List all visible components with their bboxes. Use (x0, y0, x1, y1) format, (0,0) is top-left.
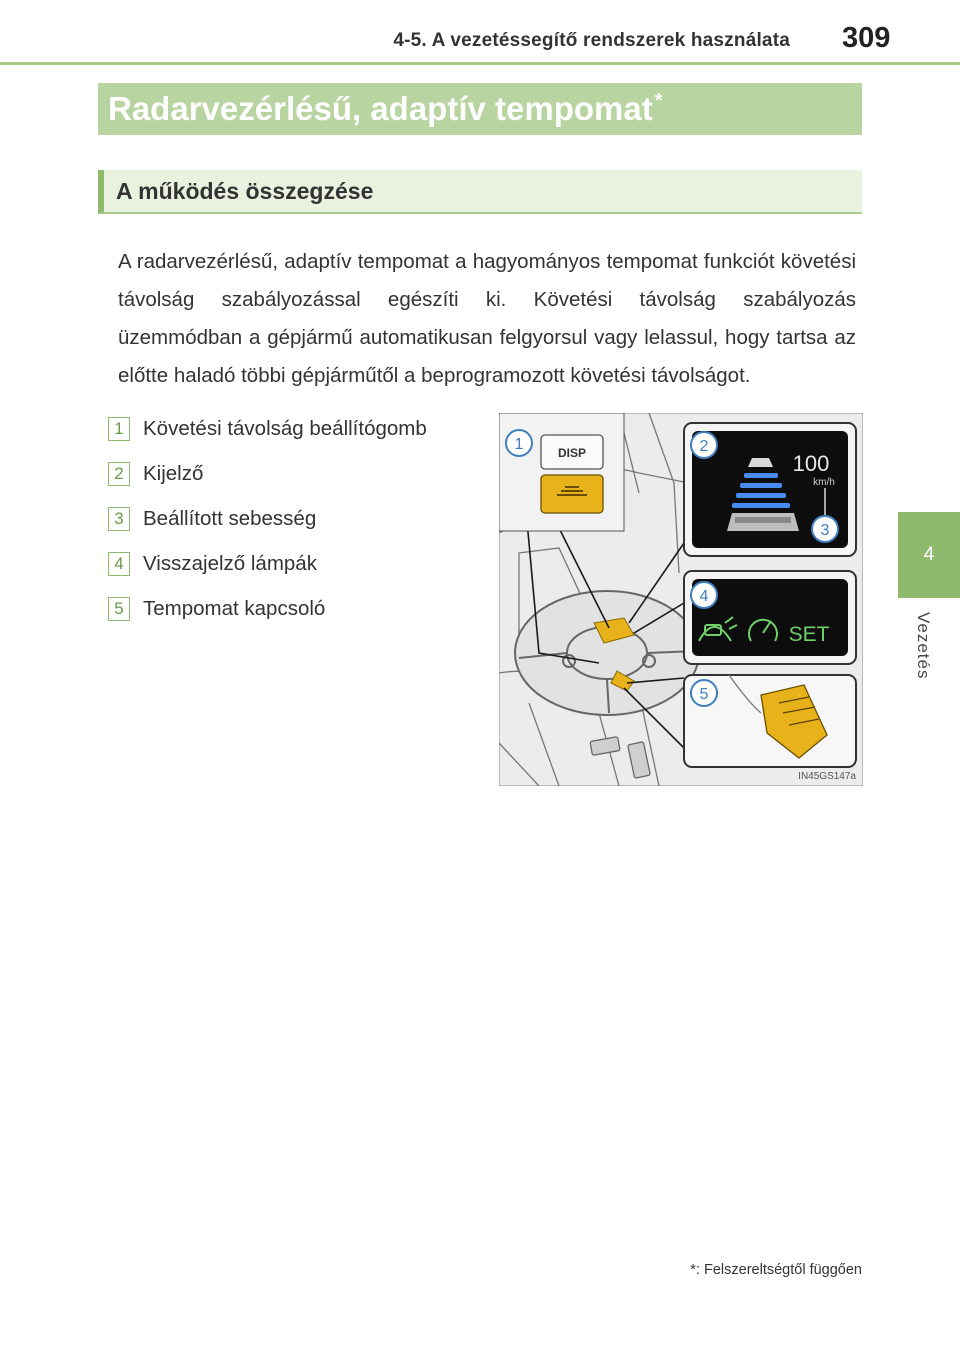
running-header: 4-5. A vezetéssegítő rendszerek használata (393, 30, 790, 51)
callout-5: 5 (699, 686, 709, 703)
page-number: 309 (842, 22, 891, 54)
legend-label: Kijelző (143, 461, 204, 485)
legend-number: 4 (108, 552, 130, 576)
callout-2: 2 (699, 438, 709, 455)
cockpit-illustration (499, 413, 863, 786)
legend-number: 5 (108, 597, 130, 621)
panel-indicators (684, 571, 856, 664)
page-title (98, 83, 862, 135)
page-title-text: Radarvezérlésű, adaptív tempomat (108, 90, 653, 127)
panel-distance-button (499, 413, 624, 531)
legend-number: 3 (108, 507, 130, 531)
figure-code: IN45GS147a (798, 771, 856, 782)
header-rule (0, 62, 960, 65)
legend-item (108, 406, 427, 451)
set-indicator: SET (788, 623, 830, 646)
disp-label: DISP (557, 446, 587, 460)
chapter-label: Vezetés (914, 612, 933, 680)
legend-label: Visszajelző lámpák (143, 551, 317, 575)
legend-number: 2 (108, 462, 130, 486)
lead-car-icon (748, 458, 773, 467)
set-speed-value: 100 (792, 451, 830, 476)
panel-display (684, 423, 856, 556)
chapter-tab[interactable] (898, 512, 960, 598)
panel-cruise-lever (684, 675, 856, 767)
callout-4: 4 (699, 588, 709, 605)
legend-item (108, 586, 427, 631)
legend-item (108, 541, 427, 586)
callout-1: 1 (514, 436, 524, 453)
callout-3: 3 (820, 522, 830, 539)
footnote (690, 1262, 862, 1278)
footnote-text: : Felszereltségtől függően (695, 1262, 862, 1278)
legend-label: Követési távolság beállítógomb (143, 416, 427, 440)
legend-item (108, 496, 427, 541)
section-heading-text: A működés összegzése (116, 177, 374, 204)
chapter-number: 4 (923, 544, 935, 565)
legend-number: 1 (108, 417, 130, 441)
section-heading (98, 170, 862, 214)
distance-button (541, 475, 603, 513)
footnote-mark: * (690, 1262, 696, 1278)
legend-item (108, 451, 427, 496)
component-legend (108, 406, 427, 631)
legend-label: Tempomat kapcsoló (143, 596, 326, 620)
intro-paragraph: A radarvezérlésű, adaptív tempomat a hagyományos tempomat funkciót követési távolság szabályozással egészíti ki. Követési távolság szabályozás üzemmódban a gépjármű automatikusan felgyorsul vagy lelassul, hogy tartsa az előtte haladó többi gépjárműtől a beprogramozott követési távolságot. (118, 249, 856, 387)
speed-unit: km/h (813, 477, 835, 488)
footnote-mark: * (654, 89, 663, 112)
legend-label: Beállított sebesség (143, 506, 317, 530)
